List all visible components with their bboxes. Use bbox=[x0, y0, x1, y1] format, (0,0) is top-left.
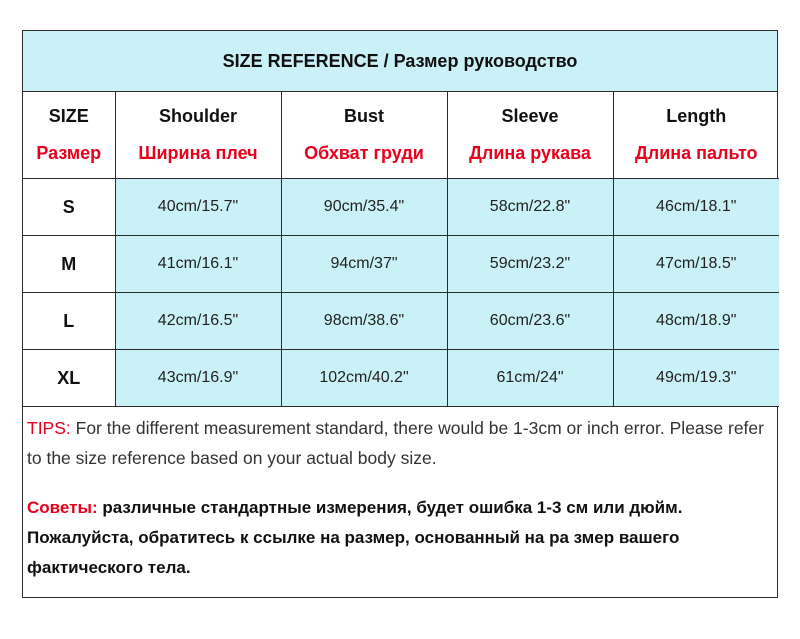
table-row bbox=[23, 350, 779, 407]
tips-english bbox=[23, 407, 777, 473]
tips-label: TIPS: bbox=[27, 418, 71, 438]
length-cell: 46cm/18.1" bbox=[613, 179, 779, 236]
size-cell: M bbox=[23, 236, 115, 293]
bust-cell: 90cm/35.4" bbox=[281, 179, 447, 236]
bust-cell: 98cm/38.6" bbox=[281, 293, 447, 350]
length-cell: 48cm/18.9" bbox=[613, 293, 779, 350]
size-cell: L bbox=[23, 293, 115, 350]
size-cell: XL bbox=[23, 350, 115, 407]
header-sleeve: Sleeve Длина рукава bbox=[447, 92, 613, 179]
shoulder-cell: 42cm/16.5" bbox=[115, 293, 281, 350]
length-cell: 47cm/18.5" bbox=[613, 236, 779, 293]
header-row bbox=[23, 92, 779, 179]
shoulder-cell: 43cm/16.9" bbox=[115, 350, 281, 407]
header-bust: Bust Обхват груди bbox=[281, 92, 447, 179]
sleeve-cell: 60cm/23.6" bbox=[447, 293, 613, 350]
sleeve-cell: 61cm/24" bbox=[447, 350, 613, 407]
size-chart bbox=[22, 30, 778, 598]
table-row bbox=[23, 236, 779, 293]
tips-text: For the different measurement standard, there would be 1-3cm or inch error. Please refer to the size reference based on your actual body size. bbox=[27, 418, 764, 468]
header-shoulder: Shoulder Ширина плеч bbox=[115, 92, 281, 179]
table-row bbox=[23, 179, 779, 236]
tips-russian bbox=[23, 473, 777, 583]
header-length: Length Длина пальто bbox=[613, 92, 779, 179]
header-size: SIZE Размер bbox=[23, 92, 115, 179]
ru-tips-text: различные стандартные измерения, будет ошибка 1-3 см или дюйм. Пожалуйста, обратитесь к ссылке на размер, основанный на ра змер вашего фактического тела. bbox=[27, 498, 683, 577]
sleeve-cell: 59cm/23.2" bbox=[447, 236, 613, 293]
chart-title: SIZE REFERENCE / Размер руководство bbox=[23, 31, 777, 92]
table-row bbox=[23, 293, 779, 350]
shoulder-cell: 40cm/15.7" bbox=[115, 179, 281, 236]
shoulder-cell: 41cm/16.1" bbox=[115, 236, 281, 293]
bust-cell: 94cm/37" bbox=[281, 236, 447, 293]
sleeve-cell: 58cm/22.8" bbox=[447, 179, 613, 236]
bust-cell: 102cm/40.2" bbox=[281, 350, 447, 407]
size-table bbox=[23, 92, 779, 407]
length-cell: 49cm/19.3" bbox=[613, 350, 779, 407]
ru-tips-label: Советы: bbox=[27, 498, 98, 517]
size-cell: S bbox=[23, 179, 115, 236]
